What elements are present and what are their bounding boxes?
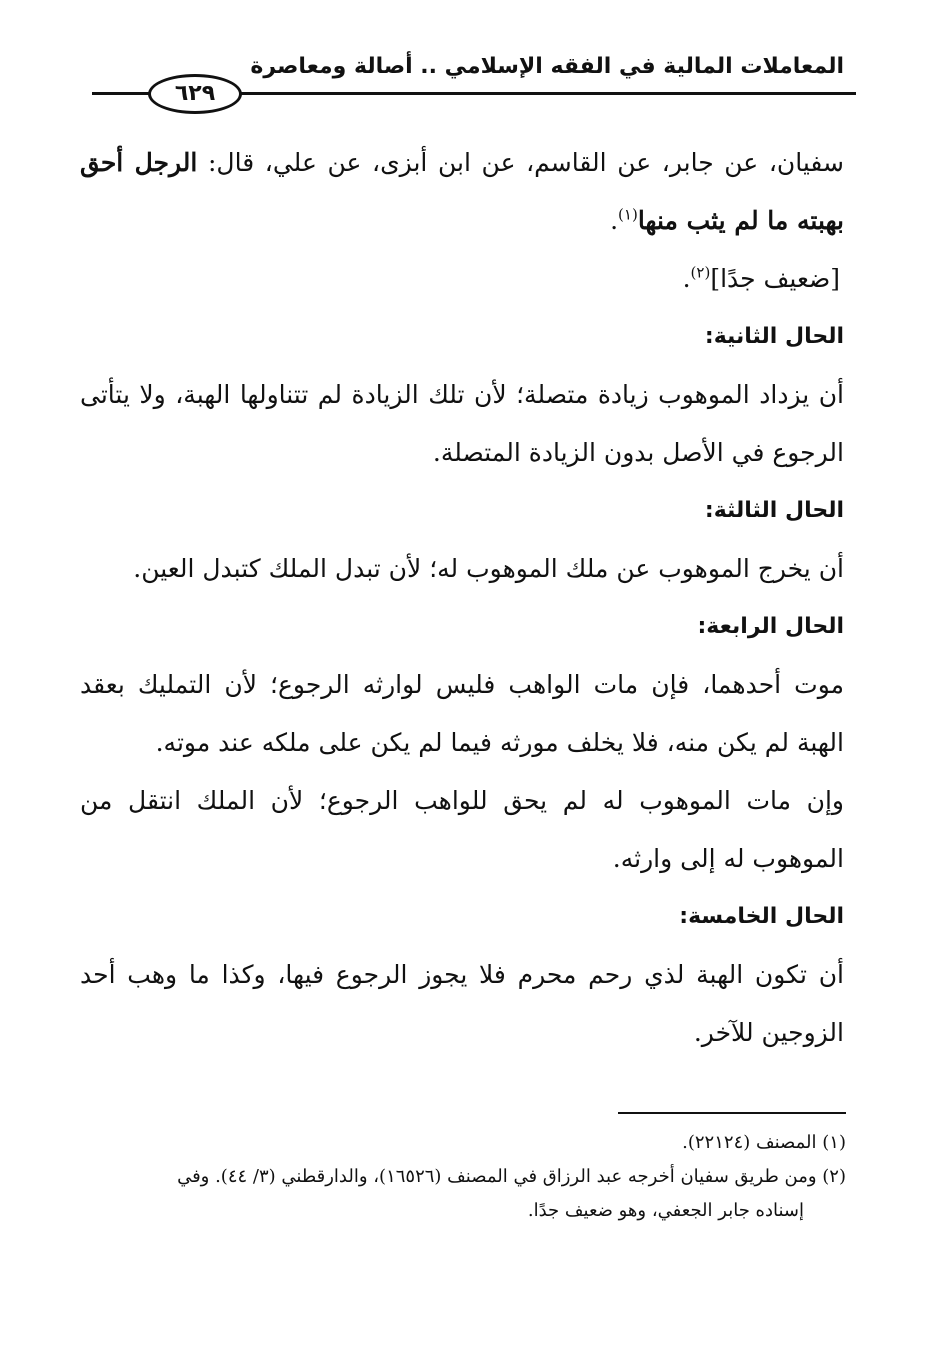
heading-case-4: الحال الرابعة: (697, 614, 844, 639)
footnote-2-line-1: (٢) ومن طريق سفيان أخرجه عبد الرزاق في المصنف (١٦٥٢٦)، والدارقطني (٣/ ٤٤). وفي (177, 1166, 846, 1187)
footnote-2-line-2: إسناده جابر الجعفي، وهو ضعيف جدًا. (527, 1200, 804, 1221)
hadith-text: الرجل أحق بهبته ما لم يثب منها (80, 148, 844, 235)
main-text (80, 134, 844, 1062)
paragraph-hadith (80, 134, 844, 250)
sentence-end: . (682, 264, 691, 293)
page-number-oval: ٦٢٩ (148, 74, 242, 114)
paragraph-case-4a: موت أحدهما، فإن مات الواهب فليس لوارثه الرجوع؛ لأن التمليك بعقد الهبة لم يكن منه، فلا يخلف مورثه فيما لم يكن على ملكه عند موته. (80, 670, 844, 757)
footnote-1: (١) المصنف (٢٢١٢٤). (682, 1132, 846, 1153)
hadith-chain: سفيان، عن جابر، عن القاسم، عن ابن أبزى، عن علي، قال: (208, 148, 845, 177)
footnote-ref-1[interactable]: (١) (618, 205, 638, 224)
heading-case-3: الحال الثالثة: (704, 498, 844, 523)
heading-case-5: الحال الخامسة: (679, 904, 844, 929)
sentence-end: . (610, 206, 619, 235)
hadith-grade: [ضعيف جدًا] (710, 264, 840, 293)
footnotes (78, 1126, 846, 1228)
running-header-title: المعاملات المالية في الفقه الإسلامي .. أصالة ومعاصرة (250, 54, 844, 79)
footnote-ref-2[interactable]: (٢) (690, 263, 711, 282)
footnote-separator (618, 1112, 846, 1114)
heading-case-2: الحال الثانية: (704, 324, 844, 349)
hadith-grade-line (80, 250, 844, 308)
paragraph-case-5: أن تكون الهبة لذي رحم محرم فلا يجوز الرجوع فيها، وكذا ما وهب أحد الزوجين للآخر. (80, 960, 844, 1047)
paragraph-case-2: أن يزداد الموهوب زيادة متصلة؛ لأن تلك الزيادة لم تتناولها الهبة، ولا يتأتى الرجوع في الأصل بدون الزيادة المتصلة. (80, 380, 844, 467)
paragraph-case-3: أن يخرج الموهوب عن ملك الموهوب له؛ لأن تبدل الملك كتبدل العين. (133, 554, 844, 583)
paragraph-case-4b: وإن مات الموهوب له لم يحق للواهب الرجوع؛ لأن الملك انتقل من الموهوب له إلى وارثه. (80, 786, 844, 873)
